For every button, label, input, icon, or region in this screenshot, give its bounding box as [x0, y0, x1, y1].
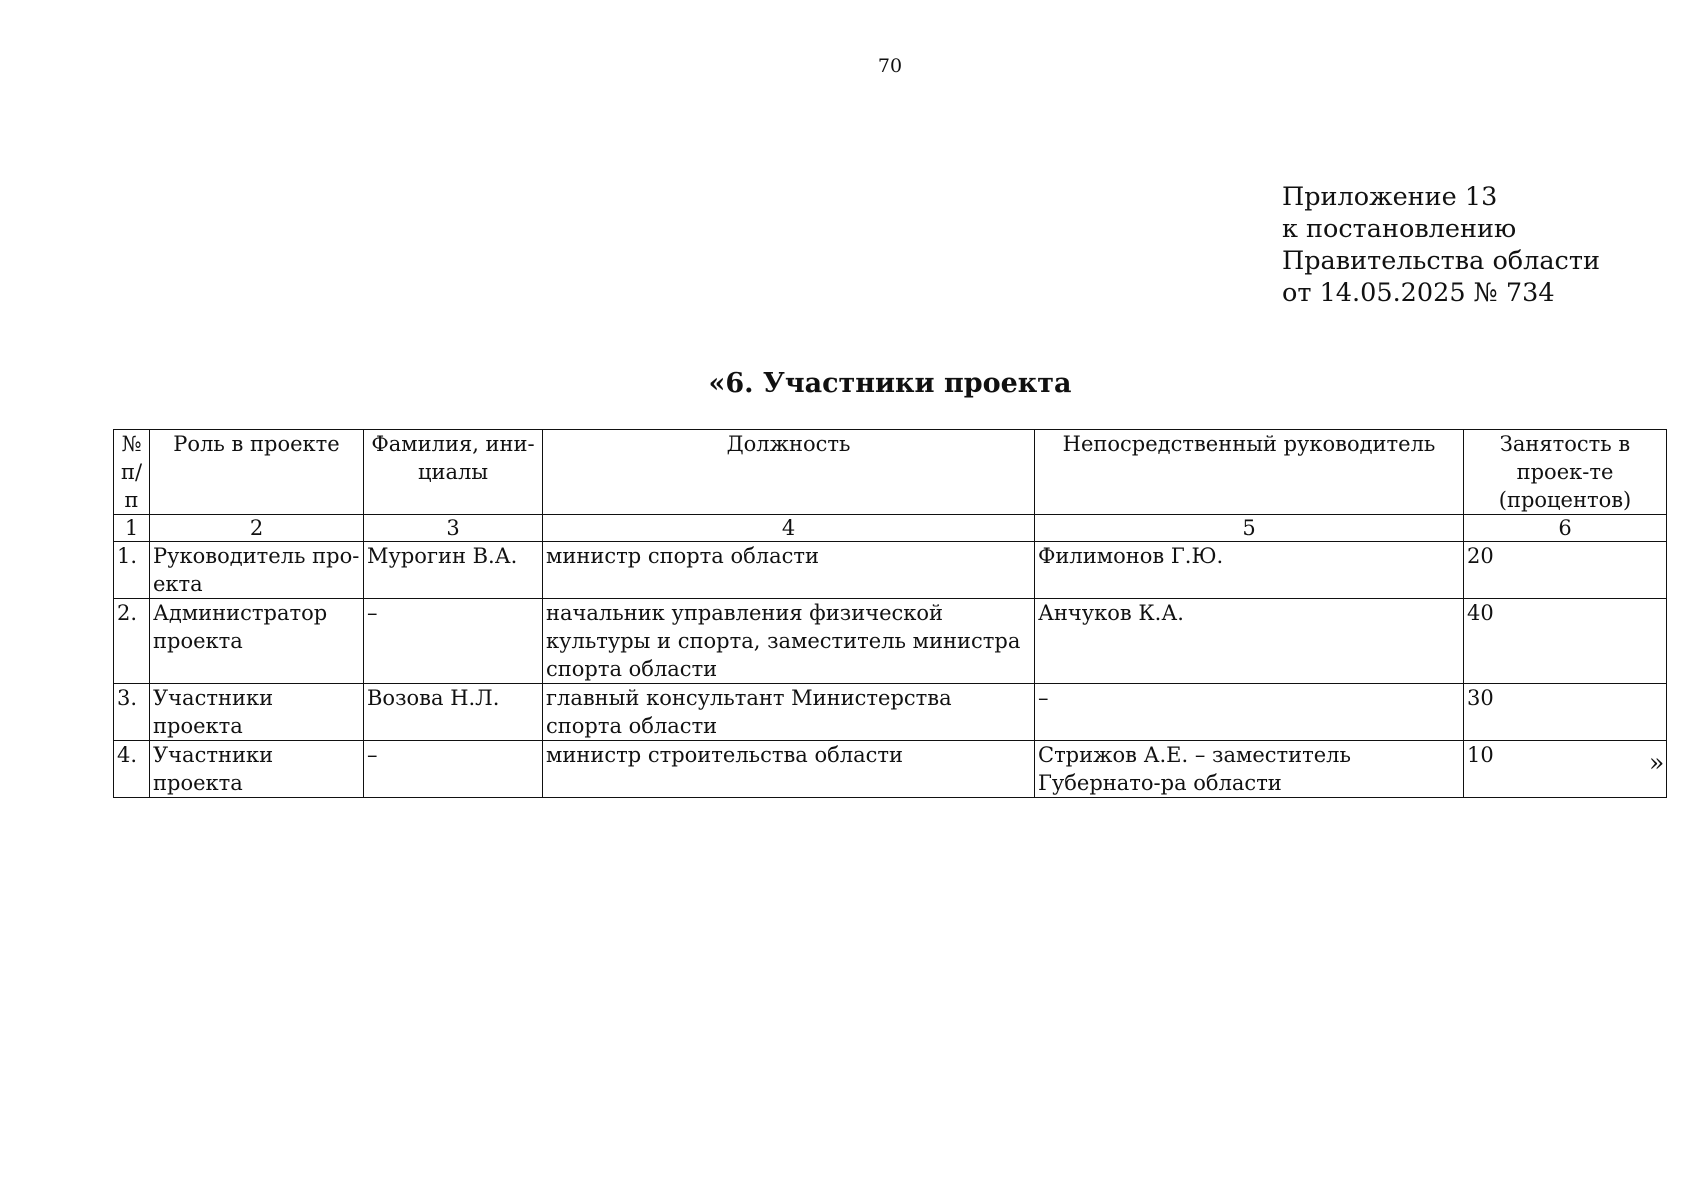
- column-number-cell: 3: [364, 515, 543, 542]
- header-cell-number: № п/п: [114, 430, 150, 515]
- page-number: 70: [877, 55, 903, 77]
- row-number-cell: 1.: [114, 542, 150, 599]
- appendix-line: от 14.05.2025 № 734: [1282, 278, 1555, 308]
- header-cell-name: Фамилия, ини-циалы: [364, 430, 543, 515]
- header-cell-supervisor: Непосредственный руководитель: [1035, 430, 1464, 515]
- table-row: [114, 684, 1667, 741]
- appendix-line: к постановлению: [1282, 214, 1517, 244]
- header-cell-workload: Занятость в проек-те (процентов): [1464, 430, 1667, 515]
- row-number-cell: 4.: [114, 741, 150, 798]
- participants-table: [113, 429, 1667, 798]
- header-cell-role: Роль в проекте: [150, 430, 364, 515]
- column-number-cell: 5: [1035, 515, 1464, 542]
- role-cell: Участники проекта: [150, 684, 364, 741]
- table-header-row: [114, 430, 1667, 515]
- position-cell: министр спорта области: [543, 542, 1035, 599]
- workload-cell: 20: [1464, 542, 1667, 599]
- supervisor-cell: Анчуков К.А.: [1035, 599, 1464, 684]
- position-cell: министр строительства области: [543, 741, 1035, 798]
- supervisor-cell: –: [1035, 684, 1464, 741]
- supervisor-cell: Филимонов Г.Ю.: [1035, 542, 1464, 599]
- workload-cell: 40: [1464, 599, 1667, 684]
- column-number-row: [114, 515, 1667, 542]
- row-number-cell: 2.: [114, 599, 150, 684]
- appendix-line: Приложение 13: [1282, 182, 1498, 212]
- table-row: [114, 599, 1667, 684]
- row-number-cell: 3.: [114, 684, 150, 741]
- appendix-line: Правительства области: [1282, 246, 1600, 276]
- column-number-cell: 4: [543, 515, 1035, 542]
- role-cell: Участники проекта: [150, 741, 364, 798]
- role-cell: Руководитель про-екта: [150, 542, 364, 599]
- role-cell: Администратор проекта: [150, 599, 364, 684]
- supervisor-cell: Стрижов А.Е. – заместитель Губернато-ра области: [1035, 741, 1464, 798]
- workload-cell: 30: [1464, 684, 1667, 741]
- appendix-header: [1282, 181, 1600, 309]
- table-row: [114, 741, 1667, 798]
- workload-cell: 10: [1464, 741, 1667, 798]
- name-cell: –: [364, 599, 543, 684]
- header-cell-position: Должность: [543, 430, 1035, 515]
- table-row: [114, 542, 1667, 599]
- name-cell: –: [364, 741, 543, 798]
- column-number-cell: 1: [114, 515, 150, 542]
- name-cell: Мурогин В.А.: [364, 542, 543, 599]
- section-title: «6. Участники проекта: [708, 368, 1072, 399]
- column-number-cell: 2: [150, 515, 364, 542]
- name-cell: Возова Н.Л.: [364, 684, 543, 741]
- position-cell: главный консультант Министерства спорта области: [543, 684, 1035, 741]
- column-number-cell: 6: [1464, 515, 1667, 542]
- position-cell: начальник управления физической культуры и спорта, заместитель министра спорта области: [543, 599, 1035, 684]
- closing-quote: »: [1649, 748, 1665, 777]
